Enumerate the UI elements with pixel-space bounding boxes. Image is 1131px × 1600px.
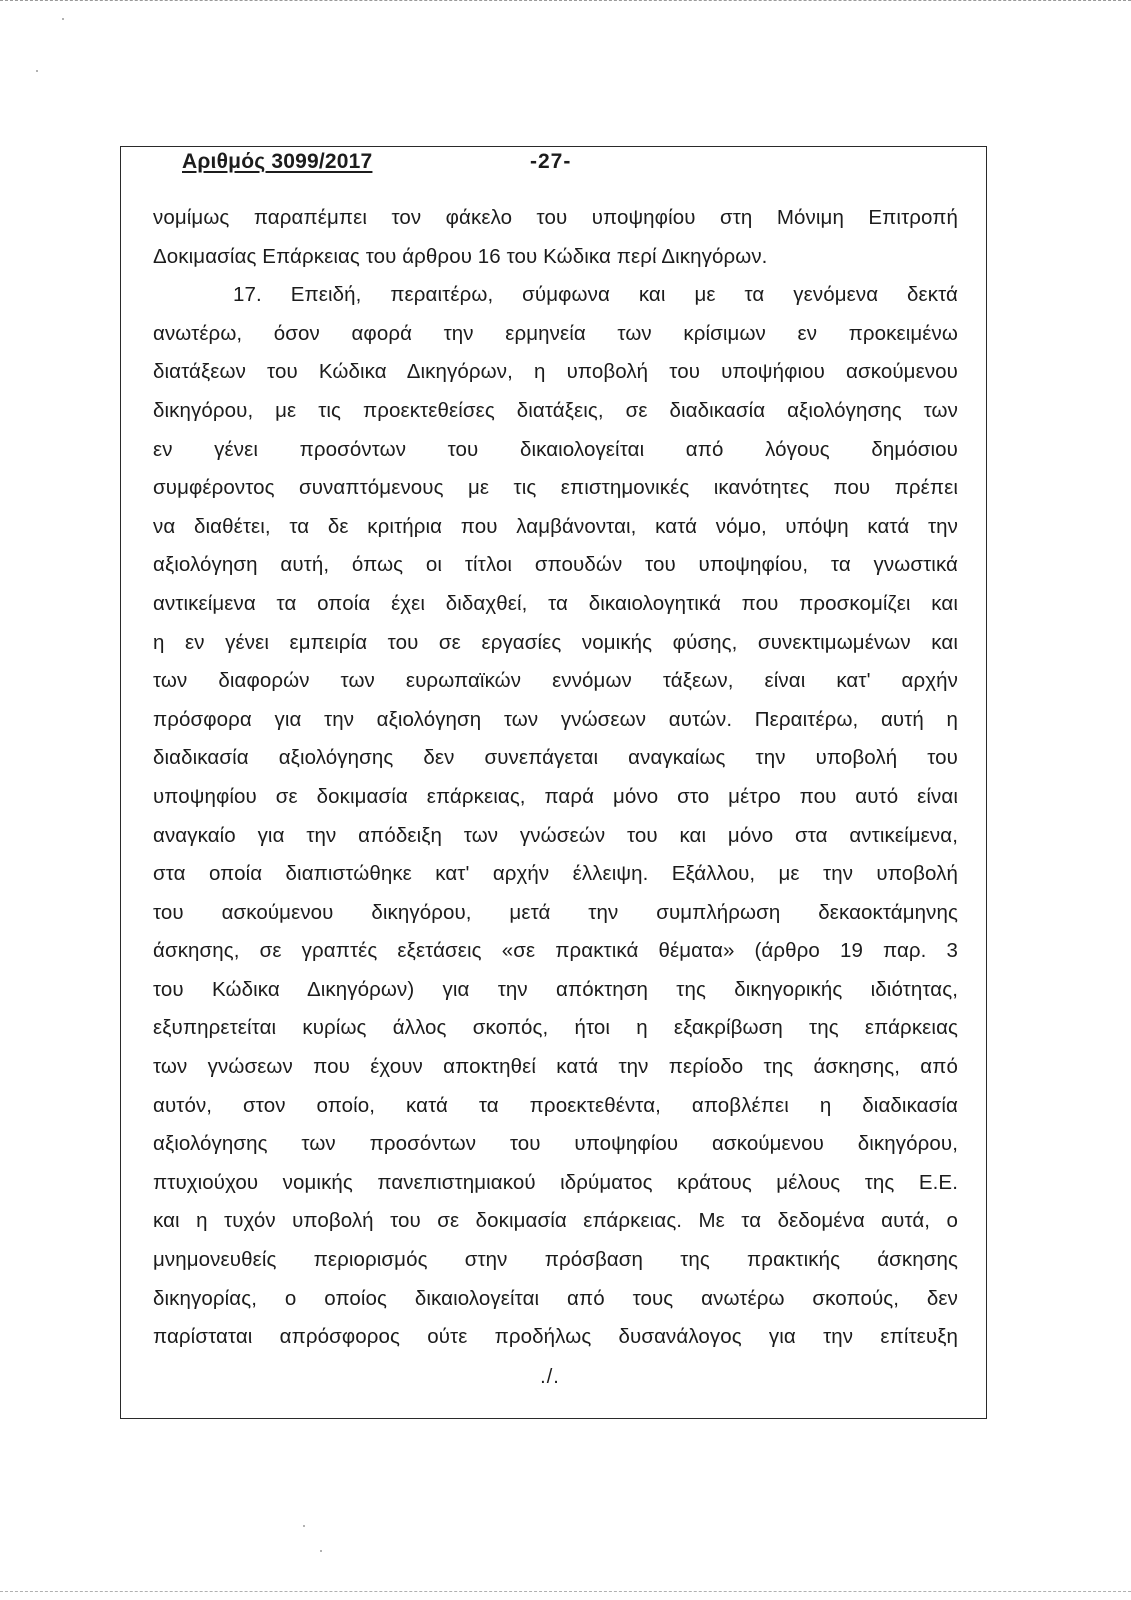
text-line: εξυπηρετείται κυρίως άλλος σκοπός, ήτοι η εξακρίβωση της επάρκειας: [153, 1016, 958, 1040]
text-line: αυτόν, στον οποίο, κατά τα προεκτεθέντα, αποβλέπει η διαδικασία: [153, 1093, 958, 1117]
text-line: υποψηφίου σε δοκιμασία επάρκειας, παρά μόνο στο μέτρο που αυτό είναι: [153, 784, 958, 808]
text-line: μνημονευθείς περιορισμός στην πρόσβαση της πρακτικής άσκησης: [153, 1248, 958, 1272]
text-line: δικηγορίας, ο οποίος δικαιολογείται από τους ανωτέρω σκοπούς, δεν: [153, 1286, 958, 1310]
text-line: να διαθέτει, τα δε κριτήρια που λαμβάνονται, κατά νόμο, υπόψη κατά την: [153, 514, 958, 538]
text-line: εν γένει προσόντων του δικαιολογείται από λόγους δημόσιου: [153, 437, 958, 461]
text-line: αντικείμενα τα οποία έχει διδαχθεί, τα δικαιολογητικά που προσκομίζει και: [153, 591, 958, 615]
case-number: Αριθμός 3099/2017: [182, 150, 373, 173]
scan-speck: [62, 18, 64, 20]
continuation-mark: ./.: [540, 1366, 560, 1388]
text-line: διατάξεων του Κώδικα Δικηγόρων, η υποβολή του υποψήφιου ασκούμενου: [153, 360, 958, 384]
text-line: στα οποία διαπιστώθηκε κατ' αρχήν έλλειψη. Εξάλλου, με την υποβολή: [153, 862, 958, 886]
text-line: και η τυχόν υποβολή του σε δοκιμασία επάρκειας. Με τα δεδομένα αυτά, ο: [153, 1209, 958, 1233]
text-line: του ασκούμενου δικηγόρου, μετά την συμπλήρωση δεκαοκτάμηνης: [153, 900, 958, 924]
text-line: νομίμως παραπέμπει τον φάκελο του υποψηφίου στη Μόνιμη Επιτροπή: [153, 206, 958, 229]
document-body: [153, 199, 958, 1357]
text-line: δικηγόρου, με τις προεκτεθείσες διατάξεις, σε διαδικασία αξιολόγησης των: [153, 398, 958, 422]
scan-edge-bottom: [0, 1591, 1131, 1592]
text-line: των διαφορών των ευρωπαϊκών εννόμων τάξεων, είναι κατ' αρχήν: [153, 669, 958, 693]
text-line: Δοκιμασίας Επάρκειας του άρθρου 16 του Κώδικα περί Δικηγόρων.: [153, 244, 768, 268]
text-line: παρίσταται απρόσφορος ούτε προδήλως δυσανάλογος για την επίτευξη: [153, 1325, 958, 1349]
text-line: των γνώσεων που έχουν αποκτηθεί κατά την περίοδο της άσκησης, από: [153, 1055, 958, 1079]
text-line: αξιολόγηση αυτή, όπως οι τίτλοι σπουδών του υποψηφίου, τα γνωστικά: [153, 553, 958, 577]
paragraph-17-start: 17. Επειδή, περαιτέρω, σύμφωνα και με τα γενόμενα δεκτά: [233, 283, 958, 307]
scan-speck: [303, 1525, 305, 1527]
text-line: άσκησης, σε γραπτές εξετάσεις «σε πρακτικά θέματα» (άρθρο 19 παρ. 3: [153, 939, 958, 963]
text-line: αναγκαίο για την απόδειξη των γνώσεών του και μόνο στα αντικείμενα,: [153, 823, 958, 847]
text-line: ανωτέρω, όσον αφορά την ερμηνεία των κρίσιμων εν προκειμένω: [153, 321, 958, 345]
text-line: του Κώδικα Δικηγόρων) για την απόκτηση της δικηγορικής ιδιότητας,: [153, 977, 958, 1001]
text-line: πρόσφορα για την αξιολόγηση των γνώσεων αυτών. Περαιτέρω, αυτή η: [153, 707, 958, 731]
text-line: πτυχιούχου νομικής πανεπιστημιακού ιδρύματος κράτους μέλους της Ε.Ε.: [153, 1170, 958, 1194]
text-line: αξιολόγησης των προσόντων του υποψηφίου ασκούμενου δικηγόρου,: [153, 1132, 958, 1156]
text-line: διαδικασία αξιολόγησης δεν συνεπάγεται αναγκαίως την υποβολή του: [153, 746, 958, 770]
text-line: η εν γένει εμπειρία του σε εργασίες νομικής φύσης, συνεκτιμωμένων και: [153, 630, 958, 654]
page-number: -27-: [530, 150, 572, 173]
scan-speck: [36, 70, 38, 72]
scan-edge-top: [0, 0, 1131, 1]
text-line: συμφέροντος συναπτόμενους με τις επιστημονικές ικανότητες που πρέπει: [153, 476, 958, 500]
scan-speck: [320, 1550, 322, 1552]
